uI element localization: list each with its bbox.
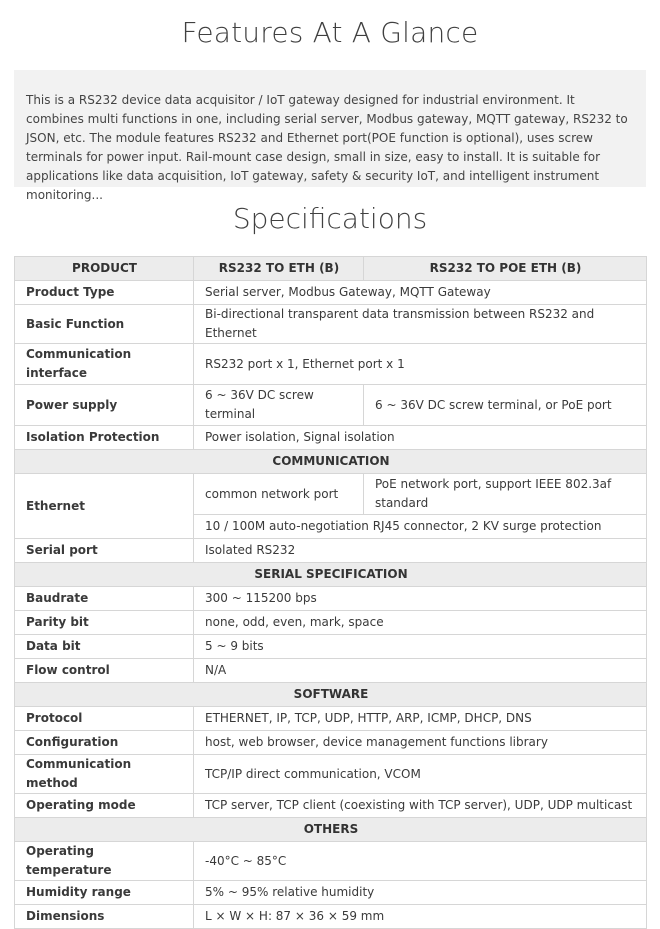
table-row [15,385,647,426]
table-row [15,755,647,794]
row-value: 10 / 100M auto-negotiation RJ45 connector, 2 KV surge protection [194,515,647,539]
table-row [15,659,647,683]
table-row [15,881,647,905]
section-row [15,818,647,842]
row-label: Protocol [15,707,194,731]
row-value: Bi-directional transparent data transmission between RS232 and Ethernet [194,305,647,344]
table-row [15,635,647,659]
row-value: Power isolation, Signal isolation [194,426,647,450]
row-value: L × W × H: 87 × 36 × 59 mm [194,905,647,929]
row-label: Serial port [15,539,194,563]
row-value: TCP server, TCP client (coexisting with TCP server), UDP, UDP multicast [194,794,647,818]
section-row [15,450,647,474]
table-row [15,842,647,881]
section-row [15,563,647,587]
row-label: Communication method [15,755,194,794]
row-label: Basic Function [15,305,194,344]
row-value: Serial server, Modbus Gateway, MQTT Gateway [194,281,647,305]
row-value: Isolated RS232 [194,539,647,563]
row-label: Operating mode [15,794,194,818]
row-value: N/A [194,659,647,683]
row-value: TCP/IP direct communication, VCOM [194,755,647,794]
row-label: Communication interface [15,344,194,385]
table-row [15,474,647,515]
table-row [15,344,647,385]
table-row [15,707,647,731]
row-value: none, odd, even, mark, space [194,611,647,635]
row-label: Dimensions [15,905,194,929]
section-communication: COMMUNICATION [15,450,647,474]
row-label: Operating temperature [15,842,194,881]
row-label: Flow control [15,659,194,683]
row-label: Baudrate [15,587,194,611]
row-label: Configuration [15,731,194,755]
features-title: Features At A Glance [181,16,479,49]
header-rs232-to-poe-eth: RS232 TO POE ETH (B) [364,257,647,281]
row-value-b: PoE network port, support IEEE 802.3af standard [364,474,647,515]
row-value: RS232 port x 1, Ethernet port x 1 [194,344,647,385]
row-label: Humidity range [15,881,194,905]
header-product: PRODUCT [15,257,194,281]
table-row [15,611,647,635]
section-serial-specification: SERIAL SPECIFICATION [15,563,647,587]
row-value: host, web browser, device management functions library [194,731,647,755]
specifications-title: Specifications [232,202,428,235]
section-others: OTHERS [15,818,647,842]
row-value-a: common network port [194,474,364,515]
row-value-a: 6 ~ 36V DC screw terminal [194,385,364,426]
table-row [15,305,647,344]
row-value: 5% ~ 95% relative humidity [194,881,647,905]
table-row [15,731,647,755]
section-software: SOFTWARE [15,683,647,707]
table-row [15,905,647,929]
row-label: Product Type [15,281,194,305]
row-value-b: 6 ~ 36V DC screw terminal, or PoE port [364,385,647,426]
row-value: 5 ~ 9 bits [194,635,647,659]
row-label: Isolation Protection [15,426,194,450]
features-description: This is a RS232 device data acquisitor / IoT gateway designed for industrial environment. It combines multi functions in one, including serial server, Modbus gateway, MQTT gateway, RS232 to JSON, etc. The module features RS232 and Ethernet port(POE function is optional), uses screw terminals for power input. Rail-mount case design, small in size, easy to install. It is suitable for applications like data acquisition, IoT gateway, safety & security IoT, and intelligent instrument monitoring... [14,70,646,187]
row-label: Power supply [15,385,194,426]
header-rs232-to-eth: RS232 TO ETH (B) [194,257,364,281]
table-row [15,587,647,611]
specifications-table [14,256,647,929]
row-label: Data bit [15,635,194,659]
table-row [15,281,647,305]
row-label: Ethernet [15,474,194,539]
table-row [15,794,647,818]
table-row [15,426,647,450]
section-row [15,683,647,707]
row-value: ETHERNET, IP, TCP, UDP, HTTP, ARP, ICMP, DHCP, DNS [194,707,647,731]
row-value: -40°C ~ 85°C [194,842,647,881]
table-row [15,539,647,563]
table-header-row [15,257,647,281]
row-value: 300 ~ 115200 bps [194,587,647,611]
row-label: Parity bit [15,611,194,635]
